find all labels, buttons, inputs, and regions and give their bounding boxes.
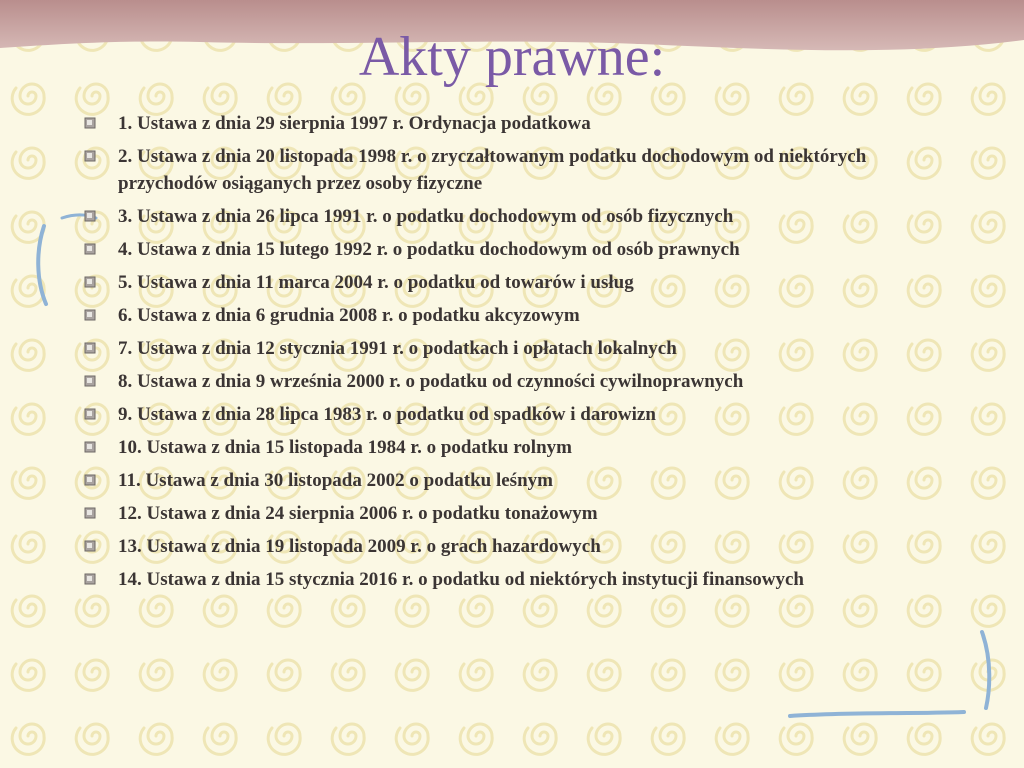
list-item-text: 13. Ustawa z dnia 19 listopada 2009 r. o grach hazardowych <box>118 536 601 557</box>
list-item-text: 8. Ustawa z dnia 9 września 2000 r. o podatku od czynności cywilnoprawnych <box>118 371 744 392</box>
list-item <box>84 467 964 494</box>
bullet-icon <box>84 243 96 255</box>
list-item <box>84 500 964 527</box>
list-item <box>84 434 964 461</box>
bullet-icon <box>84 474 96 486</box>
list-item <box>84 236 964 263</box>
list-item <box>84 401 964 428</box>
bullet-icon <box>84 573 96 585</box>
legal-acts-list <box>84 110 964 599</box>
list-item-text: 12. Ustawa z dnia 24 sierpnia 2006 r. o podatku tonażowym <box>118 503 598 524</box>
bullet-icon <box>84 507 96 519</box>
list-item-text: 1. Ustawa z dnia 29 sierpnia 1997 r. Ordynacja podatkowa <box>118 113 591 134</box>
list-item-text: 11. Ustawa z dnia 30 listopada 2002 o podatku leśnym <box>118 470 553 491</box>
bullet-icon <box>84 150 96 162</box>
bullet-icon <box>84 375 96 387</box>
bullet-icon <box>84 276 96 288</box>
list-item <box>84 335 964 362</box>
list-item-text: 5. Ustawa z dnia 11 marca 2004 r. o podatku od towarów i usług <box>118 272 634 293</box>
bullet-icon <box>84 342 96 354</box>
list-item <box>84 368 964 395</box>
bullet-icon <box>84 441 96 453</box>
list-item-text: 3. Ustawa z dnia 26 lipca 1991 r. o podatku dochodowym od osób fizycznych <box>118 206 734 227</box>
list-item-text: 7. Ustawa z dnia 12 stycznia 1991 r. o podatkach i opłatach lokalnych <box>118 338 677 359</box>
list-item-text: 4. Ustawa z dnia 15 lutego 1992 r. o podatku dochodowym od osób prawnych <box>118 239 740 260</box>
slide-title: Akty prawne: <box>358 26 666 88</box>
list-item <box>84 269 964 296</box>
list-item <box>84 566 964 593</box>
list-item-text: 9. Ustawa z dnia 28 lipca 1983 r. o podatku od spadków i darowizn <box>118 404 656 425</box>
list-item-text: 10. Ustawa z dnia 15 listopada 1984 r. o podatku rolnym <box>118 437 572 458</box>
bullet-icon <box>84 117 96 129</box>
list-item <box>84 203 964 230</box>
bullet-icon <box>84 210 96 222</box>
bullet-icon <box>84 408 96 420</box>
list-item-text: 6. Ustawa z dnia 6 grudnia 2008 r. o podatku akcyzowym <box>118 305 580 326</box>
list-item <box>84 110 964 137</box>
bullet-icon <box>84 540 96 552</box>
bullet-icon <box>84 309 96 321</box>
list-item-text: 14. Ustawa z dnia 15 stycznia 2016 r. o podatku od niektórych instytucji finansowych <box>118 569 805 590</box>
list-item <box>84 143 964 197</box>
list-item <box>84 533 964 560</box>
list-item-text: 2. Ustawa z dnia 20 listopada 1998 r. o zryczałtowanym podatku dochodowym od niektórych przychodów osiąganych przez osoby fizyczne <box>118 146 867 194</box>
list-item <box>84 302 964 329</box>
